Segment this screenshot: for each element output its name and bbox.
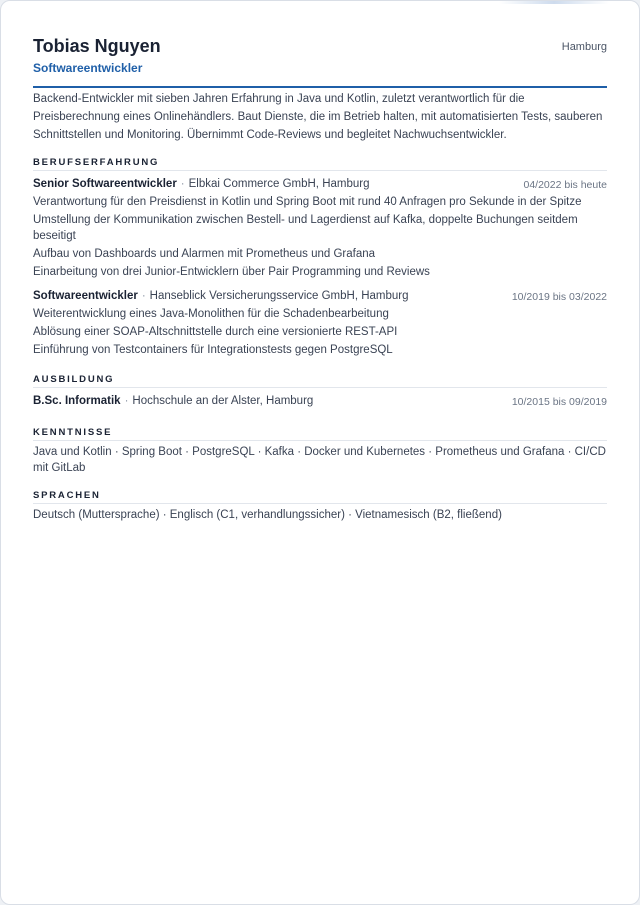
- resume-header: [33, 35, 607, 76]
- degree: B.Sc. Informatik: [33, 395, 121, 407]
- languages-list: Deutsch (Muttersprache) · Englisch (C1, verhandlungssicher) · Vietnamesisch (B2, fließend): [33, 509, 502, 521]
- skills-list: Java und Kotlin · Spring Boot · PostgreSQL · Kafka · Docker und Kubernetes · Prometheus und Grafana · CI/CD mit GitLab: [33, 446, 606, 474]
- job-entry: [33, 289, 607, 358]
- list-item: Umstellung der Kommunikation zwischen Bestell- und Lagerdienst auf Kafka, doppelte Buchungen seitdem beseitigt: [33, 214, 578, 242]
- section-title-skills: KENNTNISSE: [33, 427, 607, 441]
- section-title-experience: BERUFSERFAHRUNG: [33, 157, 607, 171]
- section-title-languages: SPRACHEN: [33, 490, 607, 504]
- list-item: Einführung von Testcontainers für Integrationstests gegen PostgreSQL: [33, 344, 393, 356]
- education-heading: [33, 394, 607, 409]
- job-entry: [33, 177, 607, 280]
- education-entry: [33, 394, 607, 409]
- section-title-education: AUSBILDUNG: [33, 374, 607, 388]
- list-item: Weiterentwicklung eines Java-Monolithen für die Schadenbearbeitung: [33, 308, 389, 320]
- job-heading: [33, 289, 607, 304]
- job-dates: 04/2022 bis heute: [523, 179, 607, 191]
- list-item: Einarbeitung von drei Junior-Entwicklern über Pair Programming und Reviews: [33, 266, 430, 278]
- separator-dot: ·: [124, 395, 129, 407]
- list-item: Verantwortung für den Preisdienst in Kotlin und Spring Boot mit rund 40 Anfragen pro Sekunde in der Spitze: [33, 196, 582, 208]
- list-item: Ablösung einer SOAP-Altschnittstelle durch eine versionierte REST-API: [33, 326, 398, 338]
- job-bullets: [33, 306, 607, 358]
- header-divider: [33, 86, 607, 88]
- separator-dot: ·: [180, 178, 185, 190]
- candidate-role: Softwareentwickler: [33, 61, 143, 75]
- candidate-name: Tobias Nguyen: [33, 36, 161, 56]
- top-edge-highlight: [499, 1, 609, 4]
- job-title: Softwareentwickler: [33, 290, 138, 302]
- job-title: Senior Softwareentwickler: [33, 178, 177, 190]
- job-dates: 10/2019 bis 03/2022: [511, 291, 607, 303]
- job-employer: Hanseblick Versicherungsservice GmbH, Hamburg: [149, 290, 409, 302]
- separator-dot: ·: [141, 290, 146, 302]
- profile-summary: Backend-Entwickler mit sieben Jahren Erfahrung in Java und Kotlin, zuletzt verantwortlich für die Preisberechnung eines Onlinehändlers. Baut Dienste, die im Betrieb halten, mit automatisierten Tests, sauberen Schnittstellen und Monitoring. Übernimmt Code-Reviews und begleitet Nachwuchsentwickler.: [33, 93, 603, 141]
- job-employer: Elbkai Commerce GmbH, Hamburg: [188, 178, 370, 190]
- job-heading: [33, 177, 607, 192]
- list-item: Aufbau von Dashboards und Alarmen mit Prometheus und Grafana: [33, 248, 376, 260]
- education-dates: 10/2015 bis 09/2019: [511, 396, 607, 408]
- job-bullets: [33, 194, 607, 280]
- school: Hochschule an der Alster, Hamburg: [132, 395, 314, 407]
- candidate-location: Hamburg: [561, 41, 607, 53]
